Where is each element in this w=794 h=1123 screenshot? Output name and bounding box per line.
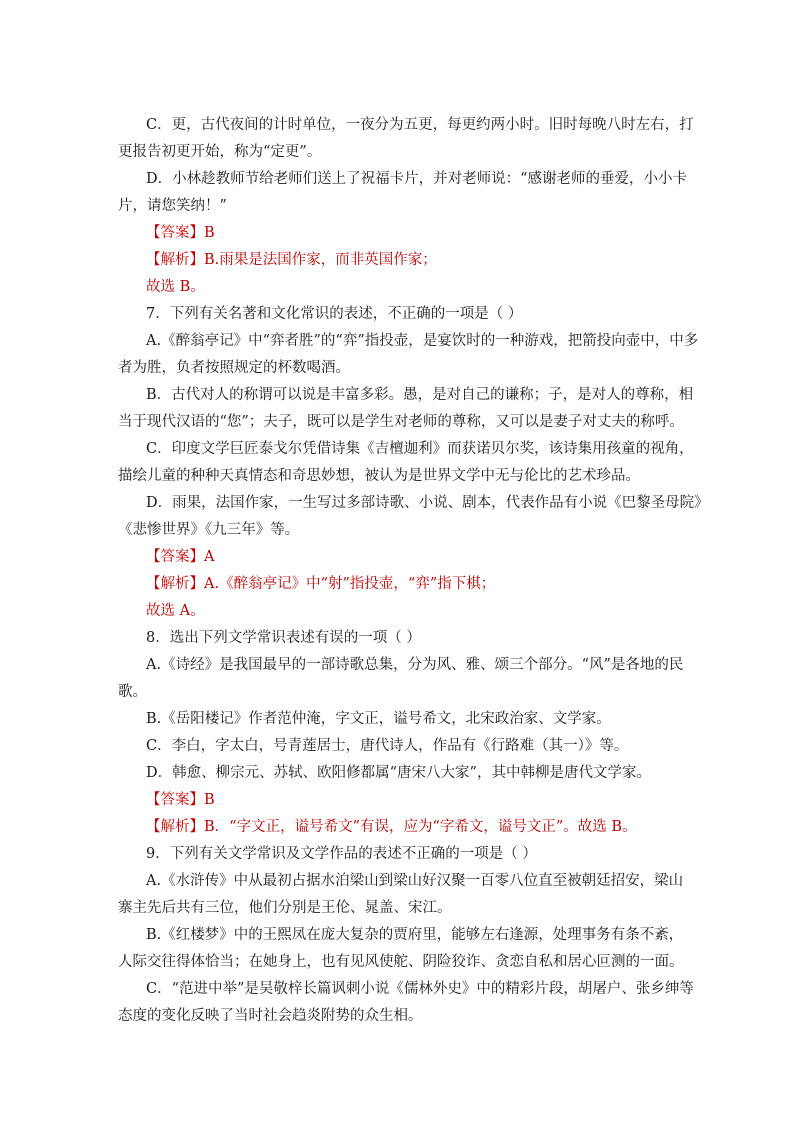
selection-text: 故选 B。	[146, 279, 205, 295]
answer-tag: 【答案】	[146, 225, 204, 241]
text-line	[118, 1002, 423, 1030]
text-line	[118, 165, 687, 193]
line-text: D．雨果，法国作家，一生写过多部诗歌、小说、剧本，代表作品有小说《巴黎圣母院》	[146, 495, 709, 511]
text-line	[118, 408, 684, 436]
answer-tag: 【解析】	[146, 252, 204, 268]
selection-line	[118, 273, 205, 301]
line-text: 态度的变化反映了当时社会趋炎附势的众生相。	[118, 1008, 423, 1024]
answer-tag: 【解析】	[146, 819, 204, 835]
answer-text: A	[204, 549, 215, 565]
line-text: B．古代对人的称谓可以说是丰富多彩。愚，是对自己的谦称；子，是对人的尊称，相	[146, 387, 694, 403]
answer-tag: 【答案】	[146, 792, 204, 808]
text-line	[118, 624, 421, 652]
selection-text: 故选 A。	[146, 603, 205, 619]
answer-line	[118, 813, 637, 841]
line-text: A.《水浒传》中从最初占据水泊梁山到梁山好汉聚一百零八位直至被朝廷招安，梁山	[146, 873, 684, 889]
line-text: 片，请您笑纳！”	[118, 198, 227, 214]
answer-text: B	[204, 225, 215, 241]
text-line	[118, 111, 694, 139]
text-line	[118, 327, 698, 355]
text-line	[118, 678, 147, 706]
answer-text: B．“字文正，谥号希文”有误，应为“字希文，谥号文正”。故选 B。	[204, 819, 637, 835]
text-line	[118, 516, 299, 544]
answer-line	[118, 246, 437, 274]
line-text: C．印度文学巨匠泰戈尔凭借诗集《吉檀迦利》而获诺贝尔奖，该诗集用孩童的视角，	[146, 441, 694, 457]
line-text: 更报告初更开始，称为“定更”。	[118, 144, 322, 160]
text-line	[118, 705, 611, 733]
text-line	[118, 894, 452, 922]
answer-line	[118, 786, 215, 814]
line-text: D．小林趁教师节给老师们送上了祝福卡片，并对老师说：“感谢老师的垂爱，小小卡	[146, 171, 688, 187]
answer-tag: 【解析】	[146, 576, 204, 592]
text-line	[118, 732, 628, 760]
answer-tag: 【答案】	[146, 549, 204, 565]
text-line	[118, 867, 683, 895]
answer-line	[118, 219, 215, 247]
line-text: 描绘儿童的种种天真情态和奇思妙想，被认为是世界文学中无与伦比的艺术珍品。	[118, 468, 640, 484]
text-line	[118, 435, 694, 463]
line-text: A.《醉翁亭记》中“弈者胜”的“弈”指投壶，是宴饮时的一种游戏，把箭投向壶中，中多	[146, 333, 699, 349]
text-line	[118, 138, 321, 166]
text-line	[118, 462, 640, 490]
line-text: 8．选出下列文学常识表述有误的一项（ ）	[146, 630, 421, 646]
line-text: D．韩愈、柳宗元、苏轼、欧阳修都属“唐宋八大家”，其中韩柳是唐代文学家。	[146, 765, 651, 781]
text-line	[118, 840, 537, 868]
text-line	[118, 948, 684, 976]
line-text: C．“范进中举”是吴敬梓长篇讽刺小说《儒林外史》中的精彩片段，胡屠户、张乡绅等	[146, 981, 694, 997]
line-text: C．更，古代夜间的计时单位，一夜分为五更，每更约两小时。旧时每晚八时左右，打	[146, 117, 694, 133]
line-text: 当于现代汉语的“您”；夫子，既可以是学生对老师的尊称，又可以是妻子对丈夫的称呼。	[118, 414, 684, 430]
answer-line	[118, 570, 495, 598]
line-text: 7．下列有关名著和文化常识的表述，不正确的一项是（ ）	[146, 306, 523, 322]
text-line	[118, 651, 683, 679]
line-text: 寨主先后共有三位，他们分别是王伦、晁盖、宋江。	[118, 900, 452, 916]
line-text: 9．下列有关文学常识及文学作品的表述不正确的一项是（ ）	[146, 846, 537, 862]
line-text: C．李白，字太白，号青莲居士，唐代诗人，作品有《行路难（其一）》等。	[146, 738, 629, 754]
line-text: 《悲惨世界》《九三年》等。	[118, 522, 300, 538]
line-text: A.《诗经》是我国最早的一部诗歌总集，分为风、雅、颂三个部分。“风”是各地的民	[146, 657, 684, 673]
text-line	[118, 975, 694, 1003]
line-text: 者为胜，负者按照规定的杯数喝酒。	[118, 360, 350, 376]
answer-text: A.《醉翁亭记》中“射”指投壶，“弈”指下棋；	[204, 576, 496, 592]
text-line	[118, 192, 227, 220]
line-text: B.《红楼梦》中的王熙凤在庞大复杂的贾府里，能够左右逢源，处理事务有条不紊，	[146, 927, 684, 943]
answer-text: B.雨果是法国作家，而非英国作家；	[204, 252, 437, 268]
text-line	[118, 300, 522, 328]
answer-line	[118, 543, 214, 571]
line-text: B.《岳阳楼记》作者范仲淹，字文正，谥号希文，北宋政治家、文学家。	[146, 711, 611, 727]
line-text: 歌。	[118, 684, 147, 700]
text-line	[118, 354, 350, 382]
selection-line	[118, 597, 205, 625]
text-line	[118, 759, 651, 787]
text-line	[118, 381, 693, 409]
text-line	[118, 489, 709, 517]
answer-text: B	[204, 792, 215, 808]
line-text: 人际交往得体恰当；在她身上，也有见风使舵、阴险狡诈、贪恋自私和居心叵测的一面。	[118, 954, 684, 970]
text-line	[118, 921, 683, 949]
